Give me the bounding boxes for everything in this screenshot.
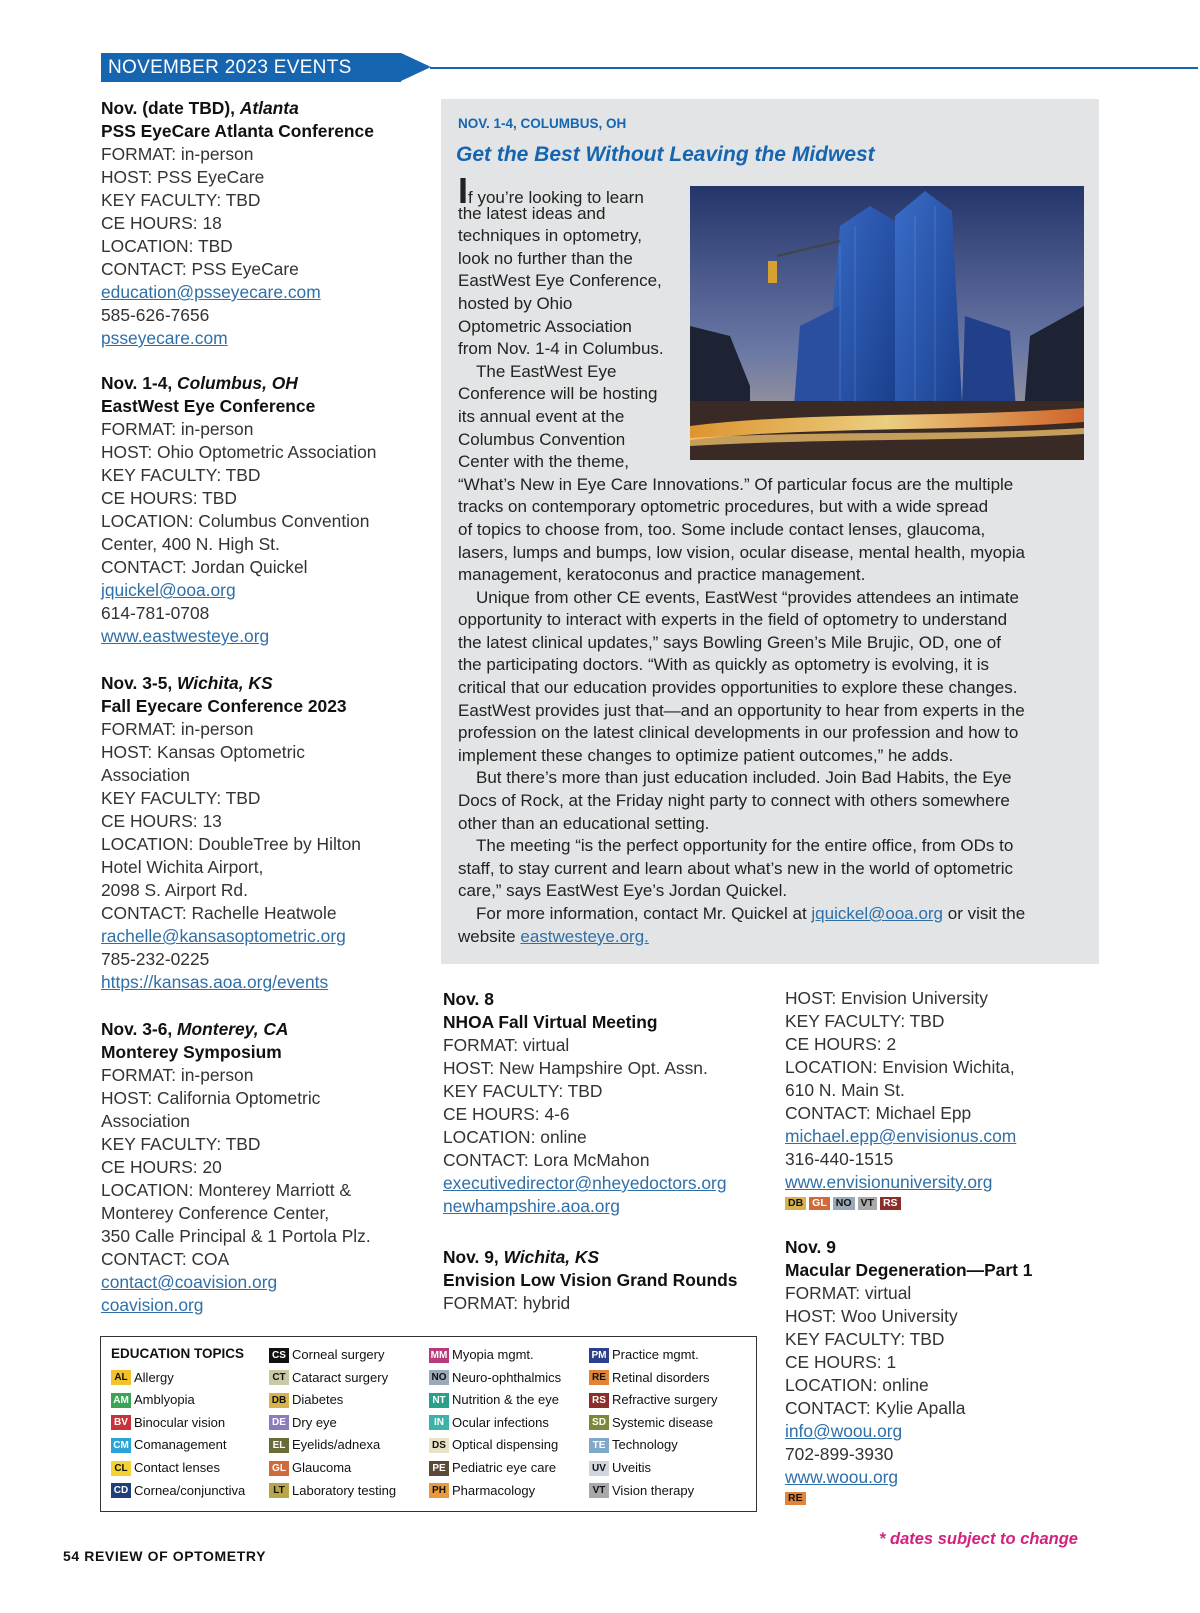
event-detail: HOST: PSS EyeCare: [101, 167, 265, 187]
legend-item: [269, 1415, 337, 1431]
feature-text: opportunity to interact with experts in the field of optometry to understand: [458, 610, 1008, 630]
event-website-link[interactable]: www.eastwesteye.org: [101, 626, 270, 646]
feature-text: “What’s New in Eye Care Innovations.” Of particular focus are the multiple: [458, 474, 1014, 494]
legend-item: [269, 1437, 380, 1453]
event-detail: LOCATION: DoubleTree by Hilton: [101, 834, 361, 854]
event-date-text: Nov. 8: [443, 989, 494, 1009]
topic-label: Cornea/conjunctiva: [134, 1482, 246, 1498]
event-website-link[interactable]: https://kansas.aoa.org/events: [101, 972, 329, 992]
topic-code-badge: DB: [269, 1393, 289, 1408]
event-monterey: [101, 1018, 421, 1317]
feature-line: [458, 270, 1093, 293]
event-date-text: Nov. 9,: [443, 1247, 499, 1267]
event-title: Envision Low Vision Grand Rounds: [443, 1270, 738, 1290]
event-detail: CE HOURS: 13: [101, 811, 222, 831]
feature-line: [458, 587, 1093, 610]
feature-line: [458, 203, 1093, 226]
topic-code-badge: RE: [589, 1370, 609, 1385]
event-title: PSS EyeCare Atlanta Conference: [101, 121, 374, 141]
legend-item: [589, 1392, 717, 1408]
feature-text: implement these changes to optimize patient outcomes,” he adds.: [458, 745, 954, 765]
topic-label: Diabetes: [292, 1392, 344, 1408]
topic-label: Ocular infections: [452, 1414, 549, 1430]
topic-code-badge: VT: [589, 1483, 609, 1498]
feature-text: from Nov. 1-4 in Columbus.: [458, 339, 664, 359]
feature-text: website: [458, 926, 516, 946]
feature-text: Docs of Rock, at the Friday night party to connect with others somewhere: [458, 791, 1010, 811]
feature-line: [458, 677, 1093, 700]
event-detail: Association: [101, 765, 190, 785]
event-detail: FORMAT: virtual: [785, 1283, 912, 1303]
feature-line: [458, 564, 1093, 587]
event-detail: HOST: Ohio Optometric Association: [101, 442, 377, 462]
legend-item: [269, 1392, 343, 1408]
event-date: [101, 97, 421, 120]
legend-item: [111, 1437, 227, 1453]
topic-code-badge: CT: [269, 1370, 289, 1385]
event-detail: Monterey Conference Center,: [101, 1203, 330, 1223]
feature-line: [458, 767, 1093, 790]
feature-text: Unique from other CE events, EastWest “provides attendees an intimate: [476, 587, 1020, 607]
event-date: [101, 1018, 421, 1041]
event-detail: 2098 S. Airport Rd.: [101, 880, 248, 900]
event-detail: 610 N. Main St.: [785, 1080, 905, 1100]
event-date: [101, 672, 421, 695]
event-detail: CONTACT: Jordan Quickel: [101, 557, 308, 577]
topic-code-badge: IN: [429, 1415, 449, 1430]
event-city: Wichita, KS: [503, 1247, 600, 1267]
feature-line: [458, 361, 1093, 384]
event-detail: KEY FACULTY: TBD: [101, 788, 261, 808]
legend-item: [429, 1437, 558, 1453]
event-envision-cont: [785, 987, 1105, 1210]
feature-line: [458, 722, 1093, 745]
feature-line: [458, 451, 1093, 474]
feature-text: EastWest Eye Conference,: [458, 271, 662, 291]
legend-item: [269, 1460, 351, 1476]
event-detail: CONTACT: COA: [101, 1249, 230, 1269]
feature-line: [458, 248, 1093, 271]
event-link[interactable]: rachelle@kansasoptometric.org: [101, 926, 346, 946]
feature-text: hosted by Ohio: [458, 293, 573, 313]
event-detail: CE HOURS: 4-6: [443, 1104, 570, 1124]
event-city: Monterey, CA: [177, 1019, 289, 1039]
topic-code-badge: AL: [111, 1370, 131, 1385]
topic-tag: GL: [809, 1197, 830, 1210]
section-header-banner: [101, 53, 434, 82]
event-link[interactable]: executivedirector@nheyedoctors.org: [443, 1173, 727, 1193]
dates-disclaimer: * dates subject to change: [879, 1530, 1078, 1548]
event-date-text: Nov. 3-6,: [101, 1019, 173, 1039]
feature-line: [458, 745, 1093, 768]
legend-item: [589, 1483, 694, 1499]
event-detail: FORMAT: in-person: [101, 1065, 254, 1085]
topic-code-badge: NO: [429, 1370, 449, 1385]
event-detail: FORMAT: in-person: [101, 719, 254, 739]
event-topic-tags: [785, 1492, 1105, 1505]
topic-code-badge: EL: [269, 1438, 289, 1453]
topic-code-badge: LT: [269, 1483, 289, 1498]
feature-text: Conference will be hosting: [458, 384, 658, 404]
topic-label: Myopia mgmt.: [452, 1347, 534, 1362]
topic-code-badge: BV: [111, 1415, 131, 1430]
feature-line: [458, 474, 1093, 497]
feature-line: [458, 880, 1093, 903]
event-detail: Hotel Wichita Airport,: [101, 857, 264, 877]
event-detail: LOCATION: TBD: [101, 236, 233, 256]
topic-code-badge: CL: [111, 1461, 131, 1476]
topic-label: Pharmacology: [452, 1482, 536, 1498]
legend-item: [269, 1347, 385, 1363]
feature-contact-line: [458, 903, 1093, 926]
feature-text: techniques in optometry,: [458, 226, 642, 246]
event-title: NHOA Fall Virtual Meeting: [443, 1012, 658, 1032]
topic-tag: DB: [785, 1197, 806, 1210]
topic-label: Pediatric eye care: [452, 1460, 557, 1475]
event-detail: KEY FACULTY: TBD: [443, 1081, 603, 1101]
event-detail: LOCATION: online: [443, 1127, 587, 1147]
event-detail: CONTACT: Michael Epp: [785, 1103, 972, 1123]
feature-line: [458, 519, 1093, 542]
feature-website-line: [458, 926, 1093, 949]
topic-code-badge: PH: [429, 1483, 449, 1498]
legend-item: [111, 1415, 225, 1431]
topic-code-badge: DE: [269, 1415, 289, 1430]
feature-text: the latest ideas and: [458, 203, 606, 223]
feature-article: [441, 99, 1099, 964]
feature-line: [458, 790, 1093, 813]
feature-body: [458, 170, 1093, 948]
feature-text: The EastWest Eye: [476, 361, 617, 381]
event-detail: KEY FACULTY: TBD: [101, 1134, 261, 1154]
event-detail: CE HOURS: 20: [101, 1157, 222, 1177]
event-title: Macular Degeneration—Part 1: [785, 1260, 1033, 1280]
topic-label: Vision therapy: [612, 1482, 695, 1498]
topic-tag: NO: [833, 1197, 855, 1210]
event-detail: CONTACT: Kylie Apalla: [785, 1398, 966, 1418]
legend-item: [589, 1460, 651, 1476]
feature-text: management, keratoconus and practice management.: [458, 565, 866, 585]
event-title: EastWest Eye Conference: [101, 396, 316, 416]
topic-tag: RE: [785, 1492, 806, 1505]
topic-label: Retinal disorders: [612, 1369, 710, 1385]
event-detail: FORMAT: hybrid: [443, 1293, 571, 1313]
topic-code-badge: CM: [111, 1438, 131, 1453]
feature-line: [458, 496, 1093, 519]
topic-label: Comanagement: [134, 1437, 227, 1453]
topic-code-badge: TE: [589, 1438, 609, 1453]
legend-item: [269, 1370, 388, 1386]
legend-item: [429, 1483, 535, 1499]
event-detail: CONTACT: PSS EyeCare: [101, 259, 299, 279]
event-detail: FORMAT: in-person: [101, 419, 254, 439]
event-date: [101, 372, 421, 395]
feature-text: the participating doctors. “With as quickly as optometry is evolving, it is: [458, 655, 989, 675]
event-detail: KEY FACULTY: TBD: [785, 1329, 945, 1349]
topic-code-badge: CS: [269, 1348, 289, 1363]
feature-text: Columbus Convention: [458, 429, 626, 449]
event-detail: Association: [101, 1111, 190, 1131]
topic-label: Eyelids/adnexa: [292, 1437, 381, 1453]
event-date: [443, 1246, 763, 1269]
topic-code-badge: PE: [429, 1461, 449, 1476]
topic-label: Refractive surgery: [612, 1392, 718, 1408]
event-detail: Center, 400 N. High St.: [101, 534, 280, 554]
topic-code-badge: GL: [269, 1461, 289, 1476]
event-date-text: Nov. 3-5,: [101, 673, 173, 693]
event-date: [785, 1236, 1105, 1259]
topic-label: Corneal surgery: [292, 1347, 385, 1362]
feature-text: The meeting “is the perfect opportunity for the entire office, from ODs to: [476, 836, 1014, 856]
event-title: Fall Eyecare Conference 2023: [101, 696, 347, 716]
event-phone: 316-440-1515: [785, 1149, 894, 1169]
legend-item: [111, 1460, 220, 1476]
event-detail: LOCATION: Monterey Marriott &: [101, 1180, 351, 1200]
feature-text: look no further than the: [458, 248, 633, 268]
event-detail: KEY FACULTY: TBD: [785, 1011, 945, 1031]
topic-label: Nutrition & the eye: [452, 1392, 559, 1408]
event-website-link[interactable]: www.envisionuniversity.org: [785, 1172, 993, 1192]
event-title: Monterey Symposium: [101, 1042, 282, 1062]
event-detail: LOCATION: Columbus Convention: [101, 511, 370, 531]
topic-label: Binocular vision: [134, 1414, 226, 1430]
legend-item: [429, 1347, 534, 1363]
page-footer: 54 REVIEW OF OPTOMETRY: [63, 1548, 267, 1564]
event-detail: KEY FACULTY: TBD: [101, 465, 261, 485]
event-date: [443, 988, 763, 1011]
event-city: Atlanta: [239, 98, 299, 118]
topic-label: Contact lenses: [134, 1460, 220, 1475]
event-detail: LOCATION: Envision Wichita,: [785, 1057, 1015, 1077]
website-link[interactable]: eastwesteye.org.: [520, 926, 649, 946]
event-detail: KEY FACULTY: TBD: [101, 190, 261, 210]
feature-line: [458, 170, 1093, 211]
event-detail: CE HOURS: 2: [785, 1034, 897, 1054]
event-detail: HOST: California Optometric: [101, 1088, 321, 1108]
feature-line: [458, 700, 1093, 723]
legend-item: [589, 1415, 713, 1431]
feature-text: profession on the latest clinical developments in our profession and how to: [458, 723, 1019, 743]
event-date-text: Nov. 1-4,: [101, 373, 173, 393]
topic-code-badge: MM: [430, 1349, 448, 1361]
feature-text: or visit the: [947, 904, 1026, 923]
event-link[interactable]: education@psseyecare.com: [101, 282, 321, 302]
legend-item: [111, 1483, 245, 1499]
contact-email-link[interactable]: jquickel@ooa.org: [811, 904, 944, 923]
feature-line: [458, 406, 1093, 429]
event-link[interactable]: info@woou.org: [785, 1421, 903, 1441]
feature-text: critical that our education provides opportunities to explore these changes.: [458, 678, 1018, 698]
topic-code-badge: CD: [111, 1483, 131, 1498]
event-phone: 785-232-0225: [101, 949, 210, 969]
feature-text: f you’re looking to learn: [468, 188, 644, 207]
section-title: NOVEMBER 2023 EVENTS: [108, 57, 352, 78]
legend-item: [111, 1370, 174, 1386]
topic-label: Amblyopia: [134, 1392, 195, 1408]
feature-line: [458, 316, 1093, 339]
feature-line: [458, 338, 1093, 361]
topic-label: Technology: [612, 1437, 678, 1453]
event-detail: CE HOURS: 18: [101, 213, 222, 233]
feature-text: of topics to choose from, too. Some include contact lenses, glaucoma,: [458, 519, 986, 539]
feature-line: [458, 383, 1093, 406]
feature-text: Optometric Association: [458, 316, 632, 336]
event-envision-low-vision: [443, 1246, 763, 1315]
feature-line: [458, 813, 1093, 836]
topic-label: Neuro-ophthalmics: [452, 1369, 562, 1385]
feature-text: the latest clinical updates,” says Bowling Green’s Mile Brujic, OD, one of: [458, 632, 1001, 652]
topic-code-badge: RS: [589, 1393, 609, 1408]
feature-line: [458, 632, 1093, 655]
event-eastwest: [101, 372, 421, 648]
header-rule: [430, 67, 1198, 69]
event-macular: [785, 1236, 1105, 1505]
legend-item: [429, 1460, 556, 1476]
topic-label: Practice mgmt.: [612, 1347, 699, 1362]
event-detail: HOST: Woo University: [785, 1306, 958, 1326]
topic-tag: VT: [858, 1197, 877, 1210]
feature-text: staff, to stay current and learn about what’s new in the world of optometric: [458, 858, 1014, 878]
event-detail: CONTACT: Lora McMahon: [443, 1150, 650, 1170]
event-website-link[interactable]: coavision.org: [101, 1295, 204, 1315]
feature-text: other than an educational setting.: [458, 813, 710, 833]
topic-code-badge: PM: [589, 1348, 609, 1363]
event-link[interactable]: michael.epp@envisionus.com: [785, 1126, 1017, 1146]
feature-kicker: NOV. 1-4, COLUMBUS, OH: [458, 116, 627, 131]
feature-line: [458, 609, 1093, 632]
feature-headline: Get the Best Without Leaving the Midwest: [456, 143, 875, 166]
feature-text: Center with the theme,: [458, 452, 630, 472]
legend-item: [429, 1392, 559, 1408]
feature-text: But there’s more than just education included. Join Bad Habits, the Eye: [476, 768, 1012, 788]
feature-line: [458, 429, 1093, 452]
event-link[interactable]: contact@coavision.org: [101, 1272, 278, 1292]
event-topic-tags: [785, 1197, 1105, 1210]
legend-item: [589, 1437, 678, 1453]
event-detail: FORMAT: in-person: [101, 144, 254, 164]
topic-code-badge: UV: [589, 1461, 609, 1476]
feature-line: [458, 858, 1093, 881]
legend-title: EDUCATION TOPICS: [111, 1346, 245, 1361]
event-detail: FORMAT: virtual: [443, 1035, 570, 1055]
event-phone: 614-781-0708: [101, 603, 210, 623]
banner-arrow: [401, 53, 431, 81]
event-detail: HOST: New Hampshire Opt. Assn.: [443, 1058, 708, 1078]
event-detail: CONTACT: Rachelle Heatwole: [101, 903, 337, 923]
event-detail: CE HOURS: TBD: [101, 488, 237, 508]
event-pss-eyecare: [101, 97, 421, 350]
legend-item: [269, 1483, 396, 1499]
topic-label: Dry eye: [292, 1414, 337, 1430]
event-date-text: Nov. 9: [785, 1237, 836, 1257]
topic-label: Uveitis: [612, 1460, 652, 1475]
topic-tag: RS: [880, 1197, 901, 1210]
event-link[interactable]: newhampshire.aoa.org: [443, 1196, 620, 1216]
event-date-text: Nov. (date TBD),: [101, 98, 235, 118]
event-detail: 350 Calle Principal & 1 Portola Plz.: [101, 1226, 371, 1246]
legend-item: [429, 1370, 561, 1386]
feature-line: [458, 542, 1093, 565]
topic-label: Allergy: [134, 1369, 174, 1385]
feature-text: lasers, lumps and bumps, low vision, ocular disease, mental health, myopia: [458, 542, 1025, 562]
feature-line: [458, 293, 1093, 316]
topic-code-badge: NT: [429, 1393, 449, 1408]
event-detail: HOST: Envision University: [785, 988, 988, 1008]
event-detail: HOST: Kansas Optometric: [101, 742, 305, 762]
legend-item: [429, 1415, 549, 1431]
topic-code-badge: SD: [589, 1415, 609, 1430]
feature-text: its annual event at the: [458, 406, 625, 426]
topic-label: Glaucoma: [292, 1460, 352, 1475]
event-detail: LOCATION: online: [785, 1375, 929, 1395]
education-topics-legend: [100, 1336, 757, 1512]
event-fall-eyecare: [101, 672, 421, 994]
event-city: Columbus, OH: [177, 373, 298, 393]
event-website-link[interactable]: psseyecare.com: [101, 328, 228, 348]
topic-label: Systemic disease: [612, 1414, 714, 1430]
feature-text: care,” says EastWest Eye’s Jordan Quickel.: [458, 881, 788, 901]
topic-label: Cataract surgery: [292, 1369, 389, 1385]
drop-cap: I: [458, 170, 469, 211]
event-website-link[interactable]: www.woou.org: [785, 1467, 899, 1487]
topic-code-badge: DS: [429, 1438, 449, 1453]
topic-label: Laboratory testing: [292, 1482, 397, 1498]
feature-line: [458, 654, 1093, 677]
legend-item: [589, 1370, 710, 1386]
topic-label: Optical dispensing: [452, 1437, 559, 1453]
legend-item: [111, 1392, 195, 1408]
event-city: Wichita, KS: [177, 673, 273, 693]
event-detail: CE HOURS: 1: [785, 1352, 897, 1372]
event-phone: 585-626-7656: [101, 305, 210, 325]
feature-line: [458, 835, 1093, 858]
feature-text: For more information, contact Mr. Quickel at: [476, 904, 807, 923]
event-link[interactable]: jquickel@ooa.org: [101, 580, 236, 600]
event-phone: 702-899-3930: [785, 1444, 894, 1464]
feature-line: [458, 225, 1093, 248]
feature-text: EastWest provides just that—and an opportunity to hear from experts in the: [458, 700, 1025, 720]
topic-code-badge: AM: [111, 1393, 131, 1408]
feature-text: tracks on contemporary optometric procedures, but with a wide spread: [458, 497, 989, 517]
legend-item: [589, 1347, 699, 1363]
event-nhoa: [443, 988, 763, 1218]
